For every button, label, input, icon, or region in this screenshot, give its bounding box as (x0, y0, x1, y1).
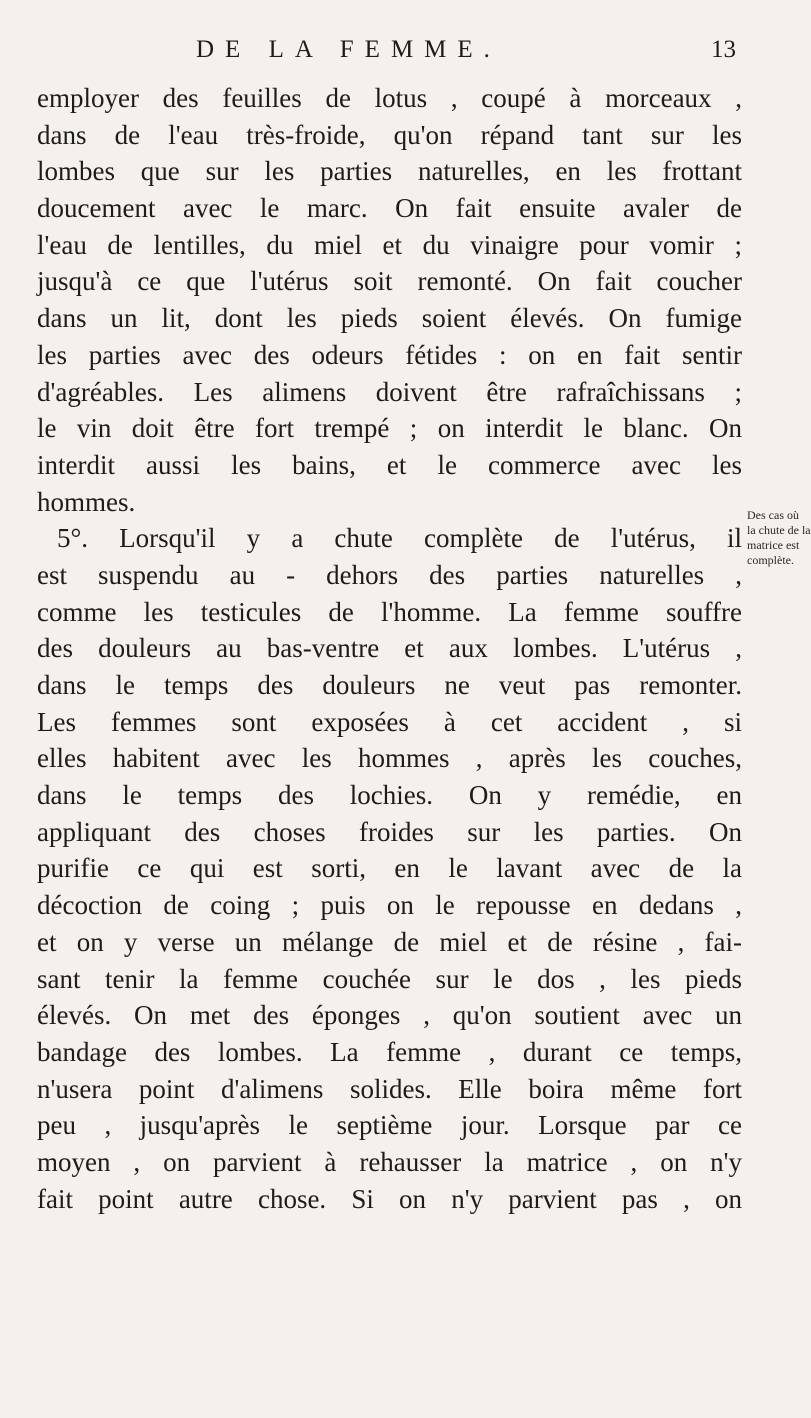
running-title: DE LA FEMME. (196, 36, 501, 63)
text-line: elles habitent avec les hommes , après les couches, (37, 743, 742, 774)
body-text (37, 80, 742, 1217)
text-line: doucement avec le marc. On fait ensuite avaler de (37, 193, 742, 224)
text-line: dans un lit, dont les pieds soient élevés. On fumige (37, 303, 742, 334)
text-line: peu , jusqu'après le septième jour. Lorsque par ce (37, 1110, 742, 1141)
page-number: 13 (711, 36, 736, 63)
margin-note-line: Des cas où (747, 508, 799, 522)
text-line: hommes. (37, 486, 136, 517)
text-line: interdit aussi les bains, et le commerce avec les (37, 449, 742, 480)
text-line: 5°. Lorsqu'il y a chute complète de l'utérus, il (57, 523, 742, 554)
text-line: élevés. On met des éponges , qu'on soutient avec un (37, 1000, 742, 1031)
text-line: le vin doit être fort trempé ; on interdit le blanc. On (37, 413, 742, 444)
text-line: appliquant des choses froides sur les parties. On (37, 816, 742, 847)
text-line: d'agréables. Les alimens doivent être rafraîchissans ; (37, 376, 742, 407)
margin-note-line: complète. (747, 553, 794, 567)
text-line: l'eau de lentilles, du miel et du vinaigre pour vomir ; (37, 229, 742, 260)
text-line: sant tenir la femme couchée sur le dos , les pieds (37, 963, 742, 994)
text-line: moyen , on parvient à rehausser la matrice , on n'y (37, 1146, 742, 1177)
page-header (196, 36, 736, 76)
text-line: jusqu'à ce que l'utérus soit remonté. On fait coucher (37, 266, 742, 297)
text-line: dans le temps des douleurs ne veut pas remonter. (37, 670, 742, 700)
text-line: dans le temps des lochies. On y remédie, en (37, 780, 742, 811)
margin-note-line: matrice est (747, 538, 800, 552)
text-line: Les femmes sont exposées à cet accident , si (37, 706, 742, 737)
margin-note-line: la chute de la (747, 523, 811, 537)
text-line: lombes que sur les parties naturelles, en les frottant (37, 156, 742, 187)
text-line: décoction de coing ; puis on le repousse en dedans , (37, 890, 742, 921)
text-line: comme les testicules de l'homme. La femme souffre (37, 596, 742, 627)
text-line: purifie ce qui est sorti, en le lavant avec de la (37, 853, 742, 884)
text-line: n'usera point d'alimens solides. Elle boira même fort (37, 1073, 742, 1104)
text-line: est suspendu au - dehors des parties naturelles , (37, 559, 742, 590)
text-line: employer des feuilles de lotus , coupé à morceaux , (37, 83, 742, 113)
text-line: des douleurs au bas-ventre et aux lombes. L'utérus , (37, 633, 742, 664)
text-line: et on y verse un mélange de miel et de résine , fai- (37, 926, 742, 957)
text-line: dans de l'eau très-froide, qu'on répand tant sur les (37, 119, 742, 150)
text-line: bandage des lombes. La femme , durant ce temps, (37, 1036, 742, 1067)
margin-note (747, 508, 811, 568)
text-line: fait point autre chose. Si on n'y parvient pas , on (37, 1183, 742, 1214)
text-line: les parties avec des odeurs fétides : on en fait sentir (37, 339, 742, 370)
